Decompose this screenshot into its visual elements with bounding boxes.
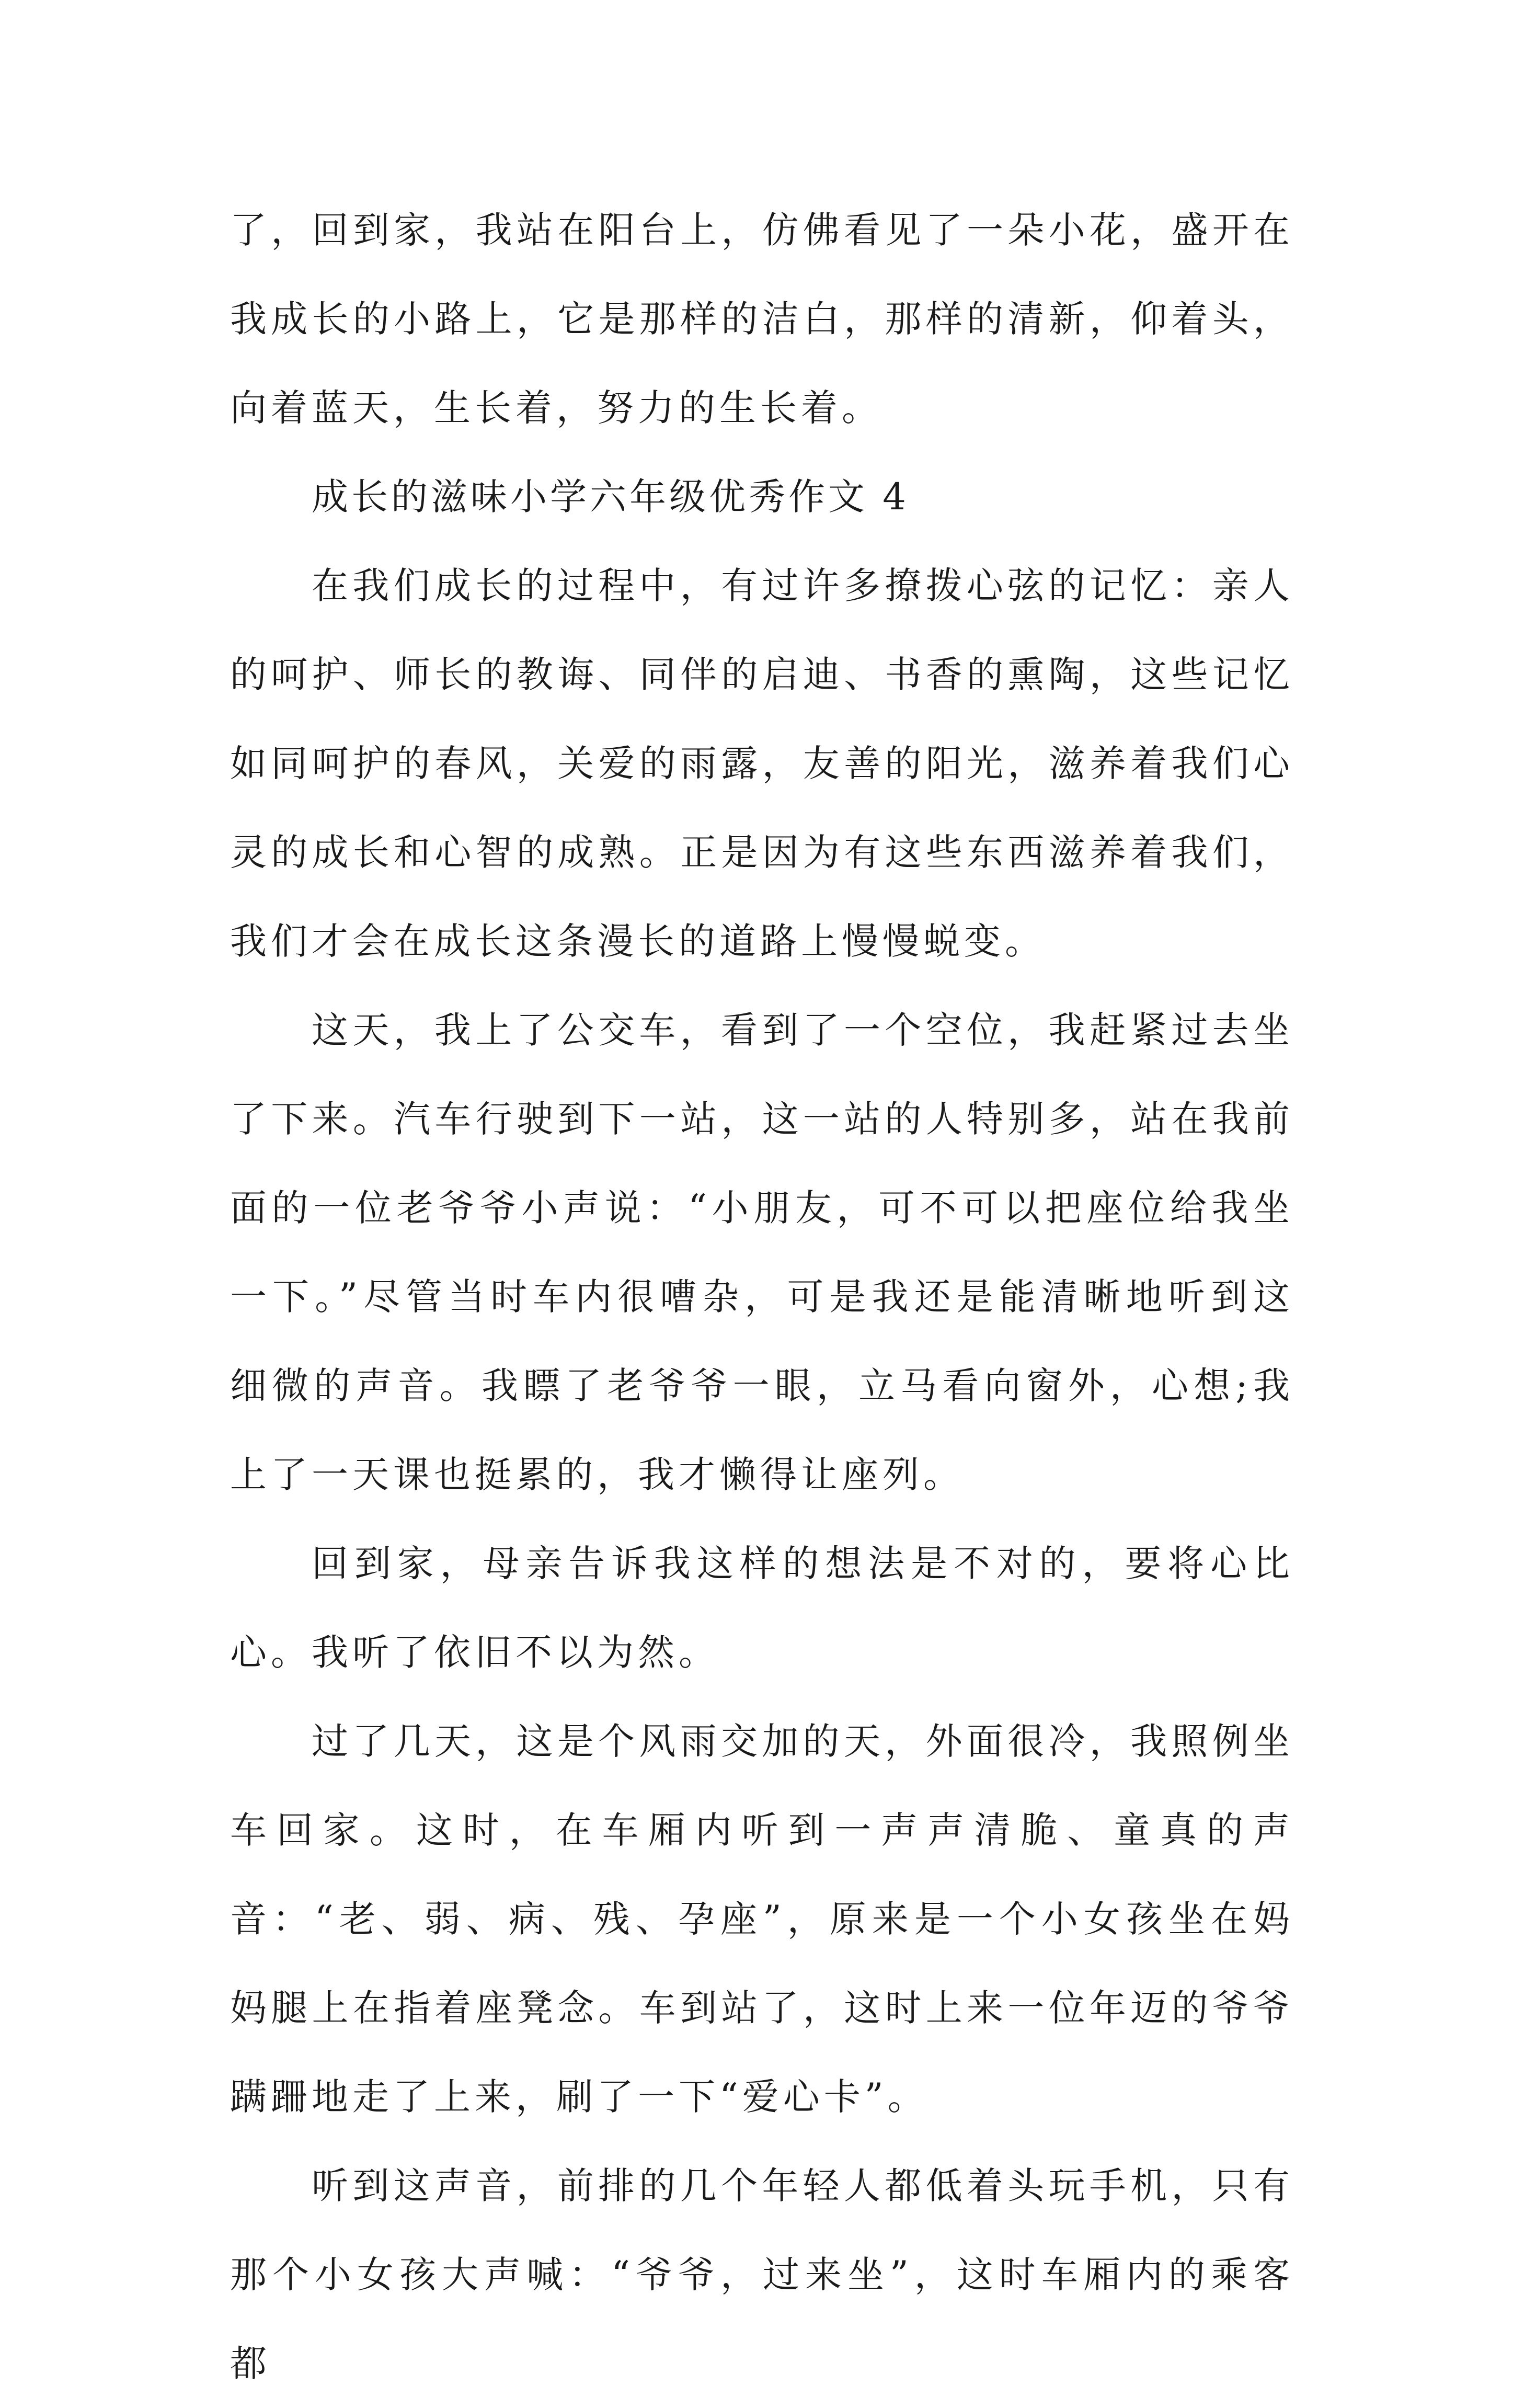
paragraph-bus-seat: 这天，我上了公交车，看到了一个空位，我赶紧过去坐了下来。汽车行驶到下一站，这一站的人特别多，站在我前面的一位老爷爷小声说：“小朋友，可不可以把座位给我坐一下。”尽管当时车内很嘈杂，可是我还是能清晰地听到这细微的声音。我瞟了老爷爷一眼，立马看向窗外，心想;我上了一天课也挺累的，我才懒得让座列。 [230, 1009, 1294, 1496]
paragraph-continuation: 了，回到家，我站在阳台上，仿佛看见了一朵小花，盛开在我成长的小路上，它是那样的洁白，那样的清新，仰着头，向着蓝天，生长着，努力的生长着。 [230, 209, 1294, 429]
paragraph-intro: 在我们成长的过程中，有过许多撩拨心弦的记忆：亲人的呵护、师长的教诲、同伴的启迪、书香的熏陶，这些记忆如同呵护的春风，关爱的雨露，友善的阳光，滋养着我们心灵的成长和心智的成熟。正是因为有这些东西滋养着我们，我们才会在成长这条漫长的道路上慢慢蜕变。 [230, 564, 1294, 963]
paragraph-rainy-day: 过了几天，这是个风雨交加的天，外面很冷，我照例坐车回家。这时，在车厢内听到一声声清脆、童真的声音：“老、弱、病、残、孕座”，原来是一个小女孩坐在妈妈腿上在指着座凳念。车到站了，这时上来一位年迈的爷爷蹒跚地走了上来，刷了一下“爱心卡”。 [230, 1720, 1294, 2118]
paragraph-little-girl: 听到这声音，前排的几个年轻人都低着头玩手机，只有那个小女孩大声喊：“爷爷，过来坐”，这时车厢内的乘客都 [230, 2164, 1294, 2385]
section-heading: 成长的滋味小学六年级优秀作文 4 [312, 475, 909, 518]
article-body [230, 186, 1294, 2408]
paragraph-mother: 回到家，母亲告诉我这样的想法是不对的，要将心比心。我听了依旧不以为然。 [230, 1542, 1294, 1674]
